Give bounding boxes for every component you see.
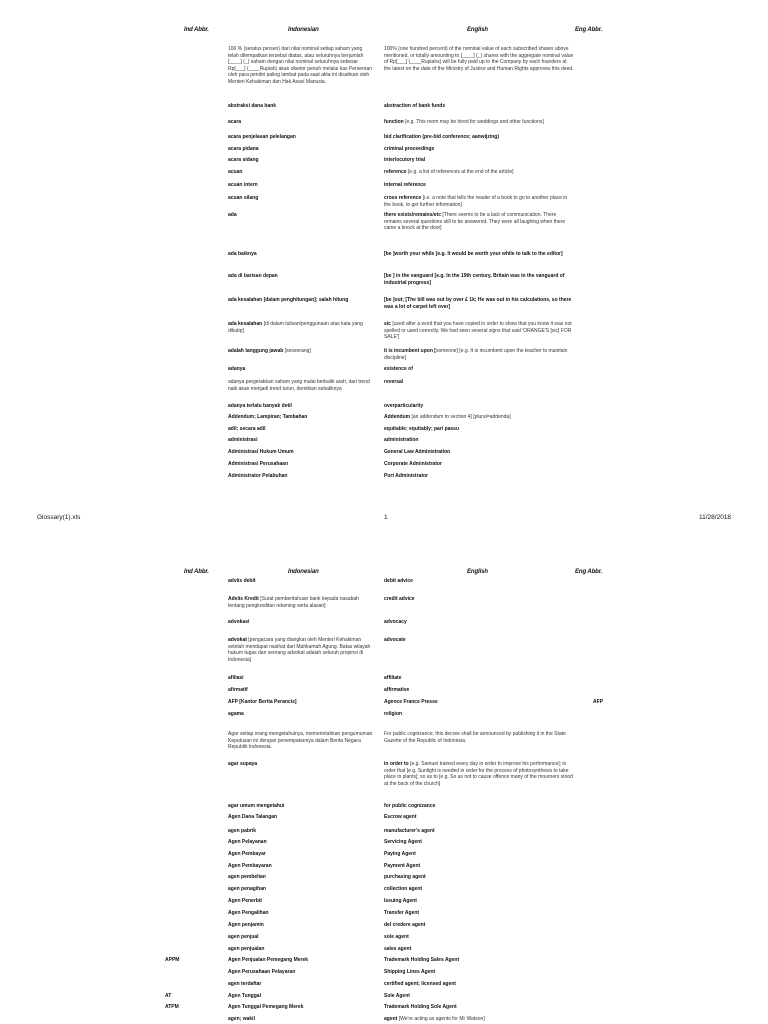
english-cell (384, 803, 574, 810)
indonesian-cell (228, 414, 373, 421)
english-cell-term: Trademark Holding Sales Agent (384, 957, 460, 963)
footer-page-number: 1 (384, 514, 388, 521)
english-cell-term: [be ]worth your while [e.g. It would be worth your while to talk to the editor] (384, 251, 563, 257)
english-cell (384, 348, 574, 361)
indonesian-cell-term: agar umum mengetahui (228, 803, 285, 809)
indonesian-cell-term: agar supaya (228, 761, 258, 767)
english-cell-term: agent (384, 1016, 398, 1022)
indonesian-cell-term: adanya terlalu banyak detil (228, 403, 292, 409)
english-cell-term: criminal proceedings (384, 146, 435, 152)
indonesian-cell (228, 675, 373, 682)
indonesian-cell-term: Agen Perusahaan Pelayaran (228, 969, 296, 975)
indonesian-cell (228, 134, 373, 141)
english-cell (384, 874, 574, 881)
english-cell-term: certified agent; licensed agent (384, 981, 456, 987)
indonesian-cell-term: agama (228, 711, 244, 717)
header-ind-abbr: Ind Abbr. (184, 569, 209, 575)
english-cell-term: Transfer Agent (384, 910, 420, 916)
english-cell (384, 839, 574, 846)
english-cell (384, 414, 574, 421)
indonesian-cell (228, 403, 373, 410)
english-cell-note: [i.e. a note that tells the reader of a book to go to another place in the book, to get further information] (384, 195, 568, 208)
english-cell-term: for public cognizance (384, 803, 436, 809)
indonesian-cell-term: Administrasi Perusahaan (228, 461, 289, 467)
indonesian-cell (228, 157, 373, 164)
indonesian-cell-term: ada di barisan depan (228, 273, 278, 279)
indonesian-cell (228, 321, 373, 334)
indonesian-cell (228, 461, 373, 468)
english-cell (384, 637, 574, 644)
indonesian-cell-term: Agen Penjualan Pemegang Merek (228, 957, 309, 963)
english-cell (384, 993, 574, 1000)
english-cell (384, 814, 574, 821)
english-cell (384, 886, 574, 893)
indonesian-cell-term: abstraksi dana bank (228, 103, 277, 109)
indonesian-cell (228, 1016, 373, 1023)
indonesian-cell (228, 366, 373, 373)
indonesian-cell (228, 946, 373, 953)
english-cell-term: advocacy (384, 619, 407, 625)
indonesian-cell-term: agen penjual (228, 934, 259, 940)
indonesian-cell-term: Agen Pembayar (228, 851, 266, 857)
indonesian-cell (228, 297, 373, 304)
english-cell-note: [e.g. Samuel trained every day in order to improve his performance]; in order that [e.g. Sunlight is needed in order for the process of photosynthesis to take place in plants]; so as to [e.g. So as not to cause offence many of the mourners stood at the back of the church] (384, 761, 573, 787)
english-cell (384, 1004, 574, 1011)
indonesian-cell-term: ada baiknya (228, 251, 257, 257)
footer-file-name: Glossary(1).xls (37, 514, 81, 521)
english-cell (384, 157, 574, 164)
english-cell-term: there exists/remains/etc (384, 212, 441, 218)
header-english: English (467, 569, 488, 575)
ind-abbr-cell (165, 993, 215, 1000)
indonesian-cell-note: [seseorang] (283, 348, 311, 354)
indonesian-cell-term: agen; wakil (228, 1016, 255, 1022)
english-cell-term: Port Administrator (384, 473, 428, 479)
indonesian-cell (228, 969, 373, 976)
english-cell-term: sic (384, 321, 391, 327)
indonesian-cell-term: acara penjelasan pelelangan (228, 134, 296, 140)
english-cell (384, 761, 574, 787)
indonesian-cell (228, 687, 373, 694)
english-cell-term: Addendum (384, 414, 411, 420)
english-cell-term: internal reference (384, 182, 426, 188)
indonesian-cell (228, 46, 373, 85)
english-cell-note: 100% (one hundred percent) of the nominal value of each subscribed shares above mentioned, or totally amounting to [____] (_) shares with the aggregate nominal value of Rp[___] (____Rupiahs) will be fully paid up to the Company by each founders at the latest on the date of the Ministry of Justice and Human Rights approves this deed. (384, 46, 574, 72)
indonesian-cell (228, 699, 373, 706)
ind-abbr-cell-term: APPM (165, 957, 180, 963)
header-eng-abbr: Eng Abbr. (575, 569, 603, 575)
english-cell (384, 863, 574, 870)
english-cell (384, 134, 574, 141)
indonesian-cell (228, 839, 373, 846)
indonesian-cell-term: Agen Dana Talangan (228, 814, 278, 820)
english-cell-note: [an addendum to section 4] [plural=addenda] (410, 414, 511, 420)
indonesian-cell (228, 212, 373, 219)
indonesian-cell-term: agen pabrik (228, 828, 257, 834)
eng-abbr-cell (593, 699, 643, 706)
indonesian-cell (228, 348, 373, 355)
indonesian-cell-term: Addendum; Lampiran; Tambahan (228, 414, 308, 420)
header-ind-abbr: Ind Abbr. (184, 27, 209, 33)
indonesian-cell-note: 100 % (seratus persen) dari nilai nominal setiap saham yang telah ditempatkan tersebut diatas, atau seluruhnya berjumlah [____] (_) saham dengan nilai nominal seluruhnya sebesar Rp[___] (____Rupiah) akan disetor penuh melalui kas Perseroan oleh para pendiri paling lambat pada saat akta ini disahkan oleh Menteri Kehakiman dan Hak Asasi Manusia. (228, 46, 372, 85)
indonesian-cell-term: advokat (228, 637, 247, 643)
english-cell (384, 403, 574, 410)
english-cell-term: collection agent (384, 886, 423, 892)
english-cell (384, 426, 574, 433)
english-cell-term: credit advice (384, 596, 415, 602)
indonesian-cell (228, 146, 373, 153)
english-cell-note: [We're acting as agents for Mr Watson] (397, 1016, 485, 1022)
english-cell-term: Payment Agent (384, 863, 421, 869)
indonesian-cell (228, 981, 373, 988)
english-cell (384, 946, 574, 953)
english-cell (384, 675, 574, 682)
english-cell (384, 1016, 574, 1023)
indonesian-cell-term: acara pidana (228, 146, 259, 152)
english-cell (384, 449, 574, 456)
indonesian-cell (228, 828, 373, 835)
indonesian-cell (228, 251, 373, 258)
english-cell-term: Sole Agent (384, 993, 410, 999)
header-indonesian: Indonesian (288, 569, 319, 575)
english-cell (384, 119, 574, 126)
indonesian-cell (228, 619, 373, 626)
english-cell (384, 687, 574, 694)
indonesian-cell-term: Agen Pembayaran (228, 863, 272, 869)
indonesian-cell-note: [Surat pemberitahuan bank kepada nasabah tentang pengkreditan rekening serta alasan] (228, 596, 359, 609)
ind-abbr-cell-term: AT (165, 993, 172, 999)
indonesian-cell-note: [di dalam tulisan/penggunaan atas kata yang dikutip] (228, 321, 363, 334)
indonesian-cell (228, 437, 373, 444)
english-cell (384, 731, 574, 744)
english-cell-term: overparticularity (384, 403, 424, 409)
indonesian-cell (228, 898, 373, 905)
english-cell-term: Paying Agent (384, 851, 416, 857)
english-cell (384, 922, 574, 929)
indonesian-cell (228, 426, 373, 433)
english-cell-term: Agence France Presse (384, 699, 438, 705)
english-cell-term: Shipping Lines Agent (384, 969, 436, 975)
english-cell-term: function (384, 119, 404, 125)
english-cell-term: interlocutory trial (384, 157, 426, 163)
indonesian-cell-term: acuan intern (228, 182, 258, 188)
english-cell-term: Escrow agent (384, 814, 417, 820)
indonesian-cell-term: adalah tanggung jawab (228, 348, 284, 354)
indonesian-cell-term: acuan silang (228, 195, 259, 201)
english-cell-term: affiliate (384, 675, 402, 681)
indonesian-cell (228, 863, 373, 870)
indonesian-cell-term: Administrasi Hukum Umum (228, 449, 294, 455)
indonesian-cell (228, 169, 373, 176)
english-cell (384, 596, 574, 603)
english-cell-term: bid clarification (pre-bid conference; aanwijzing) (384, 134, 500, 140)
english-cell (384, 297, 574, 310)
english-cell (384, 195, 574, 208)
indonesian-cell-term: Adviis Kredit (228, 596, 259, 602)
indonesian-cell (228, 851, 373, 858)
english-cell (384, 981, 574, 988)
header-indonesian: Indonesian (288, 27, 319, 33)
english-cell-note: someone] [e.g. It is incumbent upon the teacher to maintain discipline] (384, 348, 568, 361)
english-cell-term: in order to (384, 761, 409, 767)
english-cell (384, 212, 574, 232)
english-cell-note: [used after a word that you have copied in order to show that you know it was not spelled or used correctly. We had seen several signs that said 'ORANGE'S [sic] FOR SALE'] (384, 321, 572, 340)
english-cell-term: cross reference (384, 195, 422, 201)
english-cell (384, 957, 574, 964)
indonesian-cell-term: Agen Tunggal (228, 993, 261, 999)
indonesian-cell-term: adviis debit (228, 578, 256, 584)
english-cell (384, 473, 574, 480)
english-cell-term: reference (384, 169, 407, 175)
indonesian-cell (228, 814, 373, 821)
indonesian-cell (228, 874, 373, 881)
header-eng-abbr: Eng Abbr. (575, 27, 603, 33)
indonesian-cell (228, 103, 373, 110)
english-cell (384, 169, 574, 176)
english-cell (384, 273, 574, 286)
indonesian-cell-note: [pengacara yang diangkat oleh Menteri Kehakiman setelah mendapat nasihat dari Mahkamah Agung. Batas wilayah hukum tugas dan seorang advokat adalah seluruh propinsi di Indonesia] (228, 637, 371, 663)
indonesian-cell (228, 993, 373, 1000)
english-cell (384, 910, 574, 917)
english-cell-term: Trademark Holding Sole Agent (384, 1004, 457, 1010)
indonesian-cell (228, 637, 373, 663)
indonesian-cell (228, 803, 373, 810)
english-cell (384, 366, 574, 373)
indonesian-cell (228, 596, 373, 609)
indonesian-cell-term: agen terdaftar (228, 981, 262, 987)
indonesian-cell-term: agen penagihan (228, 886, 267, 892)
ind-abbr-cell-term: ATPM (165, 1004, 179, 1010)
indonesian-cell-term: afirmatif (228, 687, 248, 693)
indonesian-cell (228, 761, 373, 768)
english-cell (384, 461, 574, 468)
indonesian-cell-term: ada kesalahan (228, 321, 263, 327)
indonesian-cell (228, 195, 373, 202)
english-cell (384, 619, 574, 626)
english-cell-term: advocate (384, 637, 406, 643)
english-cell (384, 182, 574, 189)
english-cell-term: Corporate Administrator (384, 461, 442, 467)
english-cell-term: sales agent (384, 946, 412, 952)
footer-date: 11/28/2018 (699, 514, 732, 521)
indonesian-cell (228, 731, 373, 751)
english-cell-term: administration (384, 437, 419, 443)
english-cell-term: General Law Administration (384, 449, 451, 455)
indonesian-cell-term: acuan (228, 169, 243, 175)
english-cell (384, 969, 574, 976)
eng-abbr-cell-term: AFP (593, 699, 603, 705)
english-cell (384, 578, 574, 585)
english-cell (384, 251, 574, 258)
english-cell-note: [e.g. This room may be hired for weddings and other functions] (403, 119, 544, 125)
english-cell (384, 851, 574, 858)
indonesian-cell-note: Agar setiap orang mengetahuinya, memerintahkan pengumuman Keputusan ini dengan penempatannya dalam Berita Negara Republik Indonesia. (228, 731, 373, 750)
indonesian-cell-term: adanya (228, 366, 246, 372)
english-cell (384, 711, 574, 718)
english-cell-term: Servicing Agent (384, 839, 422, 845)
english-cell-note: [e.g. a list of references at the end of the article] (406, 169, 514, 175)
indonesian-cell-term: adil; secara adil (228, 426, 266, 432)
english-cell-term: manufacturer's agent (384, 828, 435, 834)
english-cell (384, 898, 574, 905)
indonesian-cell-term: Agen Pengalihan (228, 910, 269, 916)
english-cell-note: [There seems to be a lack of communication. There remains several questions still to be answered. They were all laughing when there came a knock at the door] (384, 212, 566, 231)
english-cell-term: affirmative (384, 687, 410, 693)
indonesian-cell (228, 473, 373, 480)
indonesian-cell (228, 922, 373, 929)
indonesian-cell-term: advokasi (228, 619, 250, 625)
english-cell-term: equitable; equitably; pari passu (384, 426, 460, 432)
english-cell-term: Issuing Agent (384, 898, 417, 904)
english-cell (384, 699, 574, 706)
english-cell (384, 103, 574, 110)
english-cell-term: abstraction of bank funds (384, 103, 446, 109)
english-cell (384, 379, 574, 386)
english-cell (384, 934, 574, 941)
header-english: English (467, 27, 488, 33)
english-cell (384, 146, 574, 153)
indonesian-cell-term: agen penjualan (228, 946, 265, 952)
ind-abbr-cell (165, 957, 215, 964)
english-cell (384, 437, 574, 444)
indonesian-cell-term: ada kesalahan [dalam penghitungan]; salah hitung (228, 297, 349, 303)
indonesian-cell-term: Agen Pelayanan (228, 839, 267, 845)
indonesian-cell (228, 711, 373, 718)
indonesian-cell (228, 957, 373, 964)
indonesian-cell (228, 449, 373, 456)
indonesian-cell-term: acara sidang (228, 157, 259, 163)
indonesian-cell (228, 119, 373, 126)
indonesian-cell-term: afiliasi (228, 675, 244, 681)
ind-abbr-cell (165, 1004, 215, 1011)
indonesian-cell (228, 934, 373, 941)
indonesian-cell (228, 578, 373, 585)
indonesian-cell-term: AFP [Kantor Berita Perancis] (228, 699, 297, 705)
indonesian-cell-term: Agen Tunggal Pemegang Merek (228, 1004, 304, 1010)
indonesian-cell-term: acara (228, 119, 242, 125)
english-cell-term: sole agent (384, 934, 409, 940)
english-cell-term: religion (384, 711, 403, 717)
english-cell-term: del credere agent (384, 922, 426, 928)
indonesian-cell (228, 886, 373, 893)
english-cell-term: it is incumbent upon [ (384, 348, 436, 354)
indonesian-cell-term: agen pembelian (228, 874, 266, 880)
indonesian-cell-term: ada (228, 212, 237, 218)
indonesian-cell (228, 273, 373, 280)
indonesian-cell-term: Agen penjamin (228, 922, 264, 928)
english-cell-term: debit advice (384, 578, 413, 584)
indonesian-cell-note: adanya pergerakkan saham yang mulai berbalik arah, dari trend naik akan menjadi trend turun, demikian sebaliknya (228, 379, 370, 392)
english-cell-term: [be ]out; [The bill was out by over £ 1k; He was out in his calculations, so there was a lot of carpet left over] (384, 297, 572, 310)
english-cell-term: reversal (384, 379, 404, 385)
english-cell-term: purchasing agent (384, 874, 426, 880)
indonesian-cell (228, 1004, 373, 1011)
indonesian-cell-term: Administrator Pelabuhan (228, 473, 288, 479)
indonesian-cell (228, 182, 373, 189)
indonesian-cell (228, 910, 373, 917)
english-cell (384, 828, 574, 835)
english-cell-note: For public cognizance, this decree shall be announced by publishing it in the State Gazette of the Republic of Indonesia. (384, 731, 566, 744)
english-cell-term: [be ] in the vanguard [e.g. In the 19th century, Britain was in the vanguard of industrial progress] (384, 273, 565, 286)
english-cell-term: existence of (384, 366, 413, 372)
indonesian-cell-term: administrasi (228, 437, 258, 443)
english-cell (384, 321, 574, 341)
english-cell (384, 46, 574, 72)
indonesian-cell-term: Agen Penerbit (228, 898, 262, 904)
indonesian-cell (228, 379, 373, 392)
